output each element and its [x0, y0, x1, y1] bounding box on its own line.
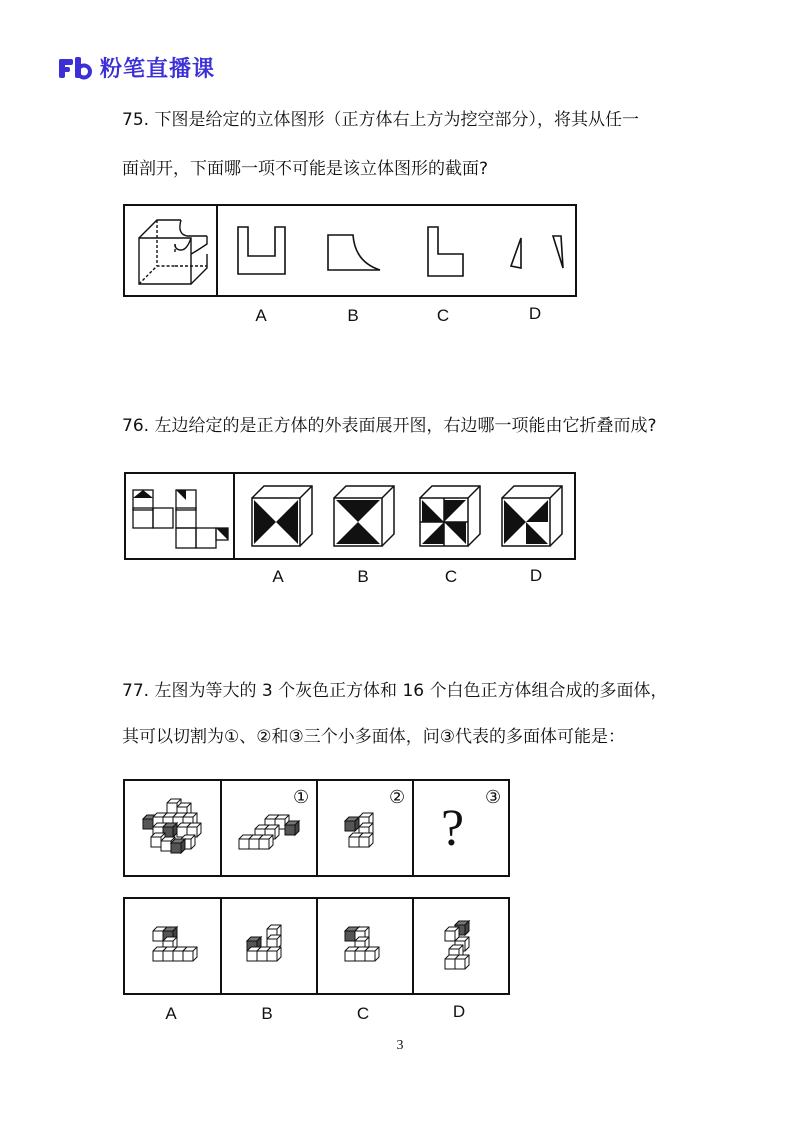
- q77-options-row: [123, 897, 510, 995]
- q75-text-line1: 75. 下图是给定的立体图形（正方体右上方为挖空部分），将其从任一: [122, 110, 639, 130]
- q76-text: 76. 左边给定的是正方体的外表面展开图，右边哪一项能由它折叠而成?: [122, 416, 657, 436]
- q75-option-c-shape: [425, 224, 467, 280]
- q75-given-solid: [135, 214, 209, 290]
- q77-option-d-shape: [441, 919, 487, 979]
- q75-label-d: D: [528, 304, 542, 323]
- fenbi-logo-icon: [58, 56, 92, 80]
- q76-label-a: A: [272, 567, 284, 586]
- q77-top-row: [123, 779, 510, 877]
- q77-question-mark: ?: [441, 800, 465, 857]
- q77-bottom-divider-1: [220, 899, 222, 993]
- q75-figure-row: [123, 204, 577, 297]
- q76-label-b: B: [357, 567, 369, 586]
- q76-label-c: C: [444, 567, 458, 586]
- q77-text-line2: 其可以切割为①、②和③三个小多面体，问③代表的多面体可能是：: [122, 727, 625, 747]
- q77-bottom-divider-2: [316, 899, 318, 993]
- q76-option-a-cube: [250, 484, 316, 550]
- q77-top-divider-2: [316, 781, 318, 875]
- q77-mark-2: ②: [389, 787, 406, 808]
- q75-label-a: A: [255, 306, 267, 325]
- q77-label-a: A: [165, 1004, 177, 1023]
- q77-mark-3: ③: [485, 787, 502, 808]
- page-number: 3: [396, 1038, 404, 1053]
- q76-option-d-cube: [500, 484, 566, 550]
- brand-name: 粉笔直播课: [100, 57, 216, 82]
- q76-cube-net: [130, 487, 234, 549]
- q77-given-polyhedron: [137, 797, 211, 861]
- q76-figure-row: [124, 472, 576, 560]
- q75-label-c: C: [436, 306, 450, 325]
- q76-label-d: D: [529, 566, 543, 585]
- brand-logo: [58, 52, 215, 83]
- q77-label-b: B: [261, 1004, 273, 1023]
- q77-piece-1: [235, 811, 311, 853]
- q75-divider: [216, 206, 218, 295]
- q77-option-c-shape: [339, 921, 395, 977]
- q77-label-d: D: [452, 1002, 466, 1021]
- q77-top-divider-3: [412, 781, 414, 875]
- q75-text-line2: 面剖开，下面哪一项不可能是该立体图形的截面?: [122, 159, 489, 179]
- q77-label-c: C: [356, 1004, 370, 1023]
- q77-option-a-shape: [147, 921, 203, 977]
- q76-option-b-cube: [332, 484, 398, 550]
- q77-option-b-shape: [241, 921, 297, 977]
- q77-top-divider-1: [220, 781, 222, 875]
- q77-piece-2: [339, 807, 389, 857]
- q76-option-c-cube: [418, 484, 484, 550]
- q75-label-b: B: [347, 306, 359, 325]
- q77-text-line1: 77. 左图为等大的 3 个灰色正方体和 16 个白色正方体组合成的多面体，: [122, 681, 668, 701]
- q75-option-d-shape: [507, 234, 571, 270]
- q77-mark-1: ①: [293, 787, 310, 808]
- q77-bottom-divider-3: [412, 899, 414, 993]
- q75-option-b-shape: [325, 232, 385, 274]
- q75-option-a-shape: [235, 224, 291, 278]
